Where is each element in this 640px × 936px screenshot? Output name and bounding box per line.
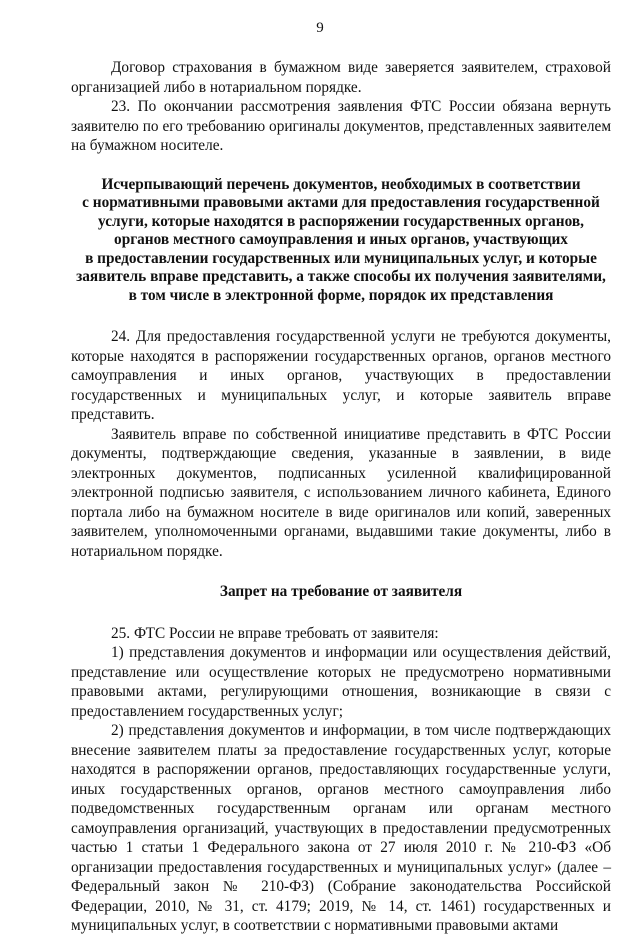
document-body	[71, 58, 611, 936]
section-heading: Запрет на требование от заявителя	[219, 583, 463, 600]
paragraph: 25. ФТС России не вправе требовать от заявителя:	[111, 624, 439, 642]
heading-line: Исчерпывающий перечень документов, необходимых в соответствии	[101, 175, 581, 193]
paragraph: 23. По окончании рассмотрения заявления ФТС России обязана вернуть заявителю по его требованию оригиналы документов, представленных заявителем на бумажном носителе.	[71, 98, 611, 154]
heading-line: заявитель вправе представить, а также способы их получения заявителями,	[76, 268, 606, 285]
paragraph: Заявитель вправе по собственной инициативе представить в ФТС России документы, подтверждающие сведения, указанные в заявлении, в виде электронных документов, подписанных усиленной квалифицированной электронной подписью заявителя, с использованием личного кабинета, Единого портала либо на бумажном носителе в виде оригиналов или копий, заверенных заявителем, уполномоченными органами, выдавшими такие документы, либо в нотариальном порядке.	[71, 425, 611, 560]
page-number: 9	[316, 20, 324, 36]
heading-line: с нормативными правовыми актами для предоставления государственной	[82, 194, 600, 211]
heading-line: органов местного самоуправления и иных органов, участвующих	[114, 231, 568, 248]
paragraph: 2) представления документов и информации, в том числе подтверждающих внесение заявителем платы за предоставление государственных услуг, которые находятся в распоряжении органов, предоставляющих государственные услуги, иных государственных органов, органов местного самоуправления либо подведомственных государственным органам или органам местного самоуправления организаций, участвующих в предоставлении предусмотренных частью 1 статьи 1 Федерального закона от 27 июля 2010 г. № 210-ФЗ «Об организации предоставления государственных и муниципальных услуг» (далее – Федеральный закон № 210-ФЗ) (Собрание законодательства Российской Федерации, 2010, № 31, ст. 4179; 2019, № 14, ст. 1461) государственных и муниципальных услуг, в соответствии с нормативными правовыми актами	[71, 722, 611, 934]
paragraph: 24. Для предоставления государственной услуги не требуются документы, которые находятся в распоряжении государственных органов, органов местного самоуправления и иных органов, участвующих в предоставлении государственных и муниципальных услуг, и которые заявитель вправе представить.	[71, 328, 611, 423]
main-heading	[71, 176, 611, 306]
heading-line: услуги, которые находятся в распоряжении государственных органов,	[98, 212, 584, 230]
heading-line: в том числе в электронной форме, порядок их представления	[128, 286, 554, 304]
paragraph: 1) представления документов и информации или осуществления действий, представление или осуществление которых не предусмотрено нормативными правовыми актами, регулирующими отношения, возникающие в связи с предоставлением государственных услуг;	[71, 644, 611, 720]
heading-line: в предоставлении государственных или муниципальных услуг, и которые	[85, 249, 597, 267]
paragraph: Договор страхования в бумажном виде заверяется заявителем, страховой организацией либо в нотариальном порядке.	[71, 59, 611, 96]
